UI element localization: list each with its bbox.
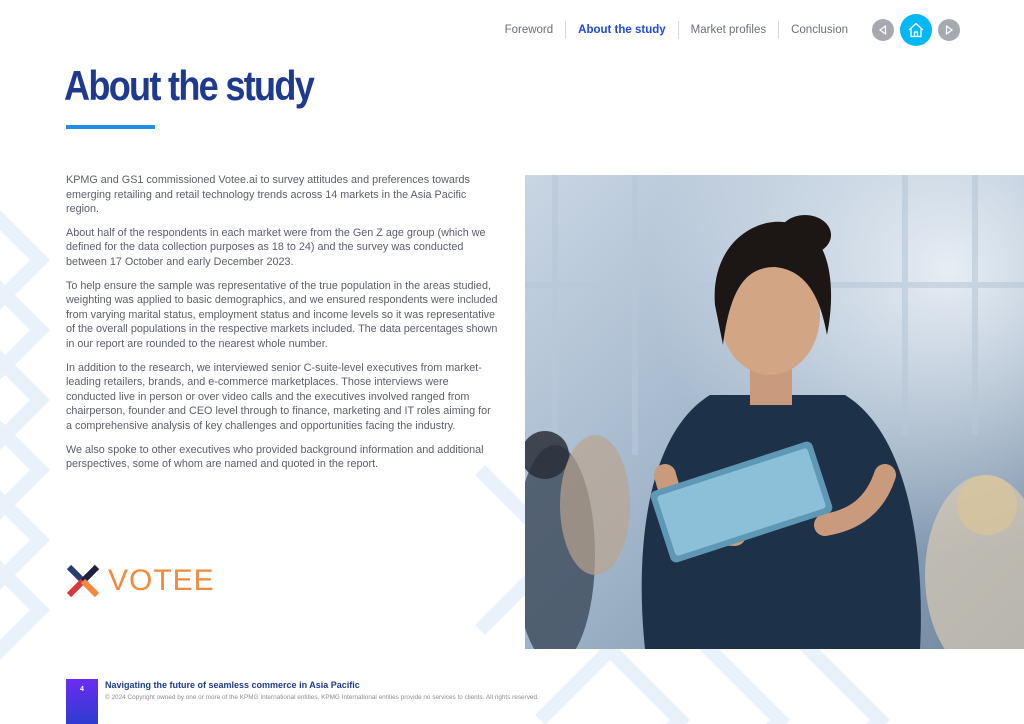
votee-logo [66,564,215,598]
paragraph: To help ensure the sample was representative of the true population in the areas studied, weighting was applied to basic demographics, and we ensured respondents were included from varying marital status, employment status and income levels so it was representative of the overall populations in the respective markets included. The data percentages shown in our report are rounded to the nearest whole number. [66,279,498,350]
footer-copyright: © 2024 Copyright owned by one or more of the KPMG International entities. KPMG International entities provide no services to clients. All rights reserved. [105,694,539,701]
photo-woman-with-tablet [525,175,1024,649]
paragraph: In addition to the research, we interviewed senior C-suite-level executives from market-leading retailers, brands, and e-commerce marketplaces. Those interviews were conducted live in person or over video calls and the executives involved ranged from chairperson, founder and CEO level through to finance, marketing and IT roles aiming for a comprehensive analysis of key challenges and opportunities facing the industry. [66,361,491,432]
page-title: About the study [64,62,314,109]
votee-x-mark-icon [66,564,100,598]
home-icon [906,20,926,40]
nav-about-the-study[interactable]: About the study [566,21,679,39]
nav-foreword[interactable]: Foreword [493,21,567,39]
next-page-button[interactable] [938,19,960,41]
paragraph: KPMG and GS1 commissioned Votee.ai to survey attitudes and preferences towards emerging retailing and retail technology trends across 14 markets in the Asia Pacific region. [66,174,470,216]
paragraph: About half of the respondents in each market were from the Gen Z age group (which we defined for the data collection purposes as 18 to 24) and the survey was conducted between 17 October and early December 2023. [66,226,486,268]
previous-page-button[interactable] [872,19,894,41]
title-underline [66,125,155,129]
footer-title: Navigating the future of seamless commerce in Asia Pacific [105,680,360,690]
nav-conclusion[interactable]: Conclusion [791,24,848,36]
paragraph: We also spoke to other executives who provided background information and additional perspectives, some of whom are named and quoted in the report. [66,443,484,471]
chevron-right-icon [943,24,955,36]
page-number: 4 [80,686,84,693]
votee-wordmark: VOTEE [108,564,215,597]
home-button[interactable] [900,14,932,46]
chevron-left-icon [877,24,889,36]
top-navigation [493,14,960,46]
body-text [66,173,498,481]
nav-market-profiles[interactable]: Market profiles [679,21,779,39]
